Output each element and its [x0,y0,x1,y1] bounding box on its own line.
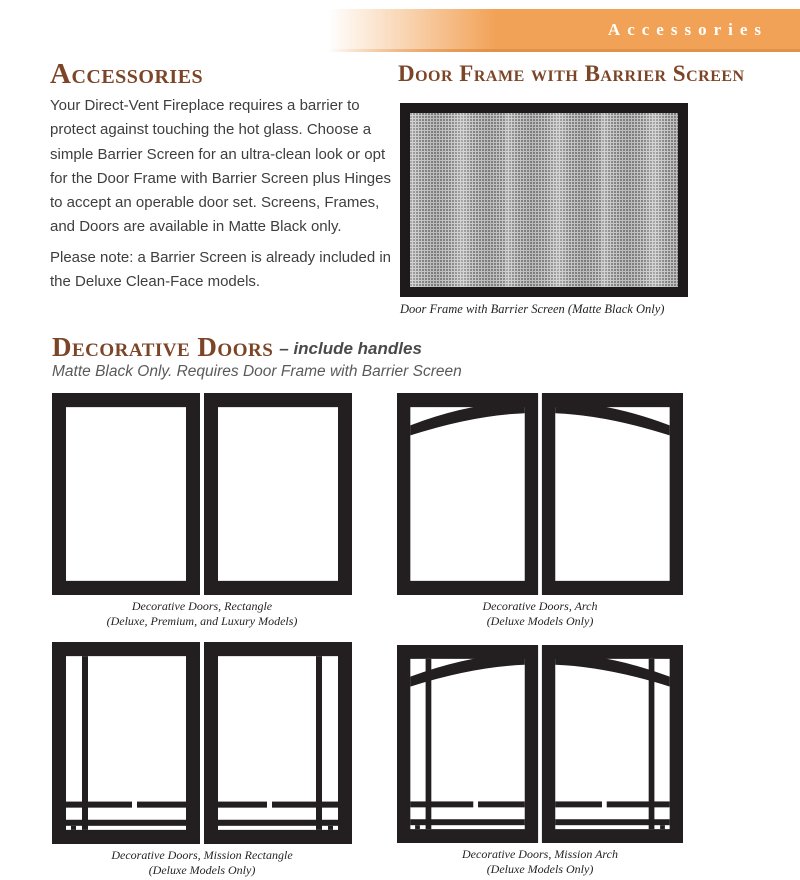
decorative-doors-heading-suffix: – include handles [279,339,422,358]
figure-caption-line2: (Deluxe Models Only) [486,614,594,628]
figure-caption-line1: Decorative Doors, Mission Rectangle [111,848,293,862]
decorative-doors-heading-text: Decorative Doors [52,332,274,362]
decorative-doors-subtitle: Matte Black Only. Requires Door Frame with Barrier Screen [52,363,462,380]
accessories-banner [0,9,800,52]
figure-caption [397,847,683,877]
figure-decorative-doors-rectangle [52,393,352,629]
figure-decorative-doors-mission-arch [397,645,683,877]
figure-caption-line1: Decorative Doors, Rectangle [131,599,273,613]
figure-decorative-doors-mission-rectangle [52,642,352,878]
figure-caption-line2: (Deluxe Models Only) [486,862,594,876]
mission-rectangle-doors-graphic [52,642,352,844]
barrier-screen-caption: Door Frame with Barrier Screen (Matte Black Only) [400,302,665,316]
intro-paragraph-2: Please note: a Barrier Screen is already included in the Deluxe Clean-Face models. [50,249,392,291]
barrier-screen-photo [400,103,688,297]
figure-caption-line1: Decorative Doors, Mission Arch [462,847,618,861]
intro-paragraph-1: Your Direct-Vent Fireplace requires a barrier to protect against touching the hot glass. Choose a simple Barrier Screen for an ultra-clean look or opt for the Door Frame with Barrier Screen plus Hinges to accept an operable door set. Screens, Frames, and Doors are available in Matte Black only. [50,97,391,236]
rectangle-doors-graphic [52,393,352,595]
figure-caption-line2: (Deluxe, Premium, and Luxury Models) [106,614,298,628]
mission-arch-doors-graphic [397,645,683,843]
figure-decorative-doors-arch [397,393,683,629]
banner-label: Accessories [607,19,768,39]
door-frame-heading: Door Frame with Barrier Screen [398,61,745,86]
figure-caption [52,599,352,629]
figure-caption [397,599,683,629]
arch-doors-graphic [397,393,683,595]
figure-caption-line1: Decorative Doors, Arch [482,599,598,613]
accessories-heading: Accessories [50,58,204,90]
mesh-texture [410,113,678,287]
figure-caption [52,848,352,878]
decorative-doors-heading [52,332,422,363]
figure-caption-line2: (Deluxe Models Only) [148,863,256,877]
